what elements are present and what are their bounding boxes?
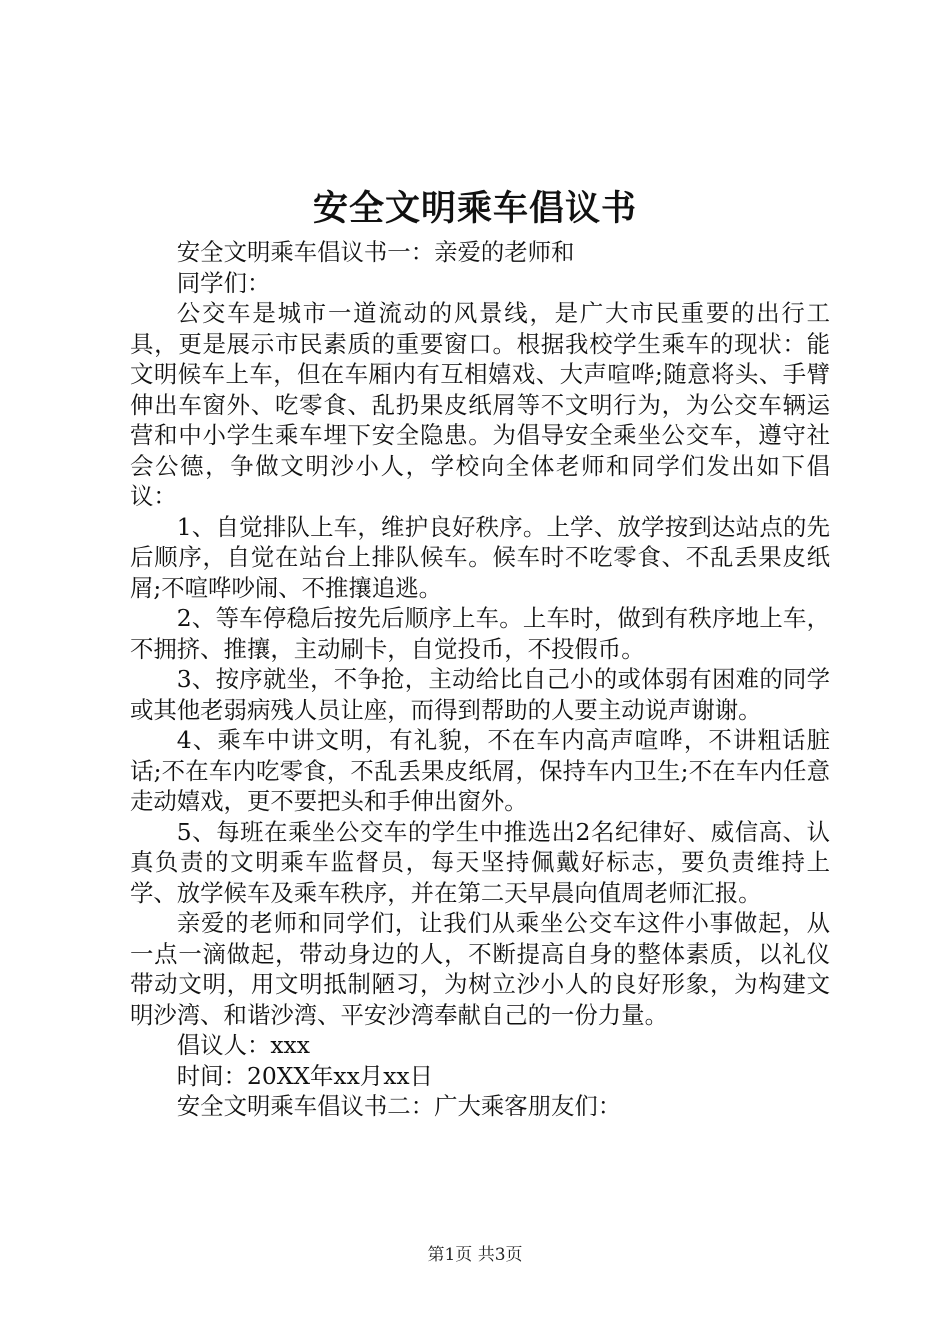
paragraph-heading-one: 安全文明乘车倡议书一：亲爱的老师和 <box>176 238 575 266</box>
paragraph-item-5: 5、每班在乘坐公交车的学生中推选出2名纪律好、威信高、认真负责的文明乘车监督员，每天坚持佩戴好标志，要负责维持上学、放学候车及乘车秩序，并在第二天早晨向值周老师汇报。 <box>130 817 830 907</box>
paragraph-item-2: 2、等车停稳后按先后顺序上车。上车时，做到有秩序地上车，不拥挤、推攘，主动刷卡，自觉投币，不投假币。 <box>130 604 830 663</box>
paragraph-intro: 公交车是城市一道流动的风景线，是广大市民重要的出行工具，更是展示市民素质的重要窗口。根据我校学生乘车的现状：能文明候车上车，但在车厢内有互相嬉戏、大声喧哗;随意将头、手臂伸出车窗外、吃零食、乱扔果皮纸屑等不文明行为，为公交车辆运营和中小学生乘车埋下安全隐患。为倡导安全乘坐公交车，遵守社会公德，争做文明沙小人，学校向全体老师和同学们发出如下倡议： <box>130 299 830 510</box>
paragraph-closing: 亲爱的老师和同学们，让我们从乘坐公交车这件小事做起，从一点一滴做起，带动身边的人，不断提高自身的整体素质，以礼仪带动文明，用文明抵制陋习，为树立沙小人的良好形象，为构建文明沙湾、和谐沙湾、平安沙湾奉献自己的一份力量。 <box>130 909 830 1029</box>
page-number-footer: 第1页 共3页 <box>427 1245 523 1265</box>
paragraph-heading-two: 安全文明乘车倡议书二：广大乘客朋友们： <box>176 1092 622 1120</box>
paragraph-signer: 倡议人：xxx <box>176 1031 310 1059</box>
paragraph-item-4: 4、乘车中讲文明，有礼貌，不在车内高声喧哗，不讲粗话脏话;不在车内吃零食，不乱丢果皮纸屑，保持车内卫生;不在车内任意走动嬉戏，更不要把头和手伸出窗外。 <box>130 726 830 815</box>
paragraph-item-3: 3、按序就坐，不争抢，主动给比自己小的或体弱有困难的同学或其他老弱病残人员让座，而得到帮助的人要主动说声谢谢。 <box>130 665 830 724</box>
document-title: 安全文明乘车倡议书 <box>312 188 637 229</box>
document-body <box>130 237 830 1122</box>
paragraph-salutation: 同学们： <box>176 268 271 297</box>
paragraph-date: 时间：20XX年xx月xx日 <box>176 1061 433 1090</box>
paragraph-item-1: 1、自觉排队上车，维护良好秩序。上学、放学按到达站点的先后顺序，自觉在站台上排队候车。候车时不吃零食、不乱丢果皮纸屑;不喧哗吵闹、不推攘追逃。 <box>130 512 830 602</box>
